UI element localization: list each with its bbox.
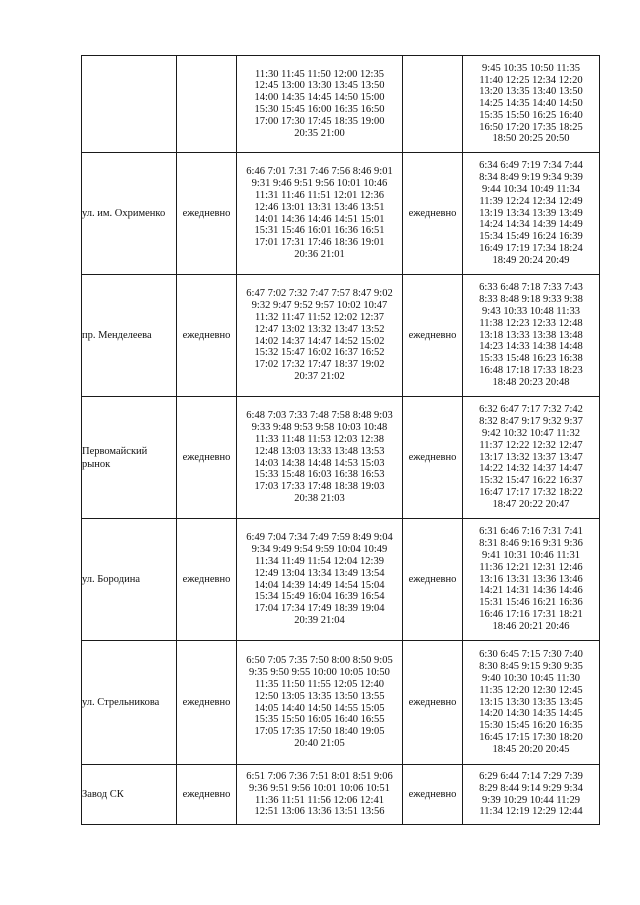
stop-name: ул. им. Охрименко xyxy=(82,153,177,275)
time-line: 15:34 15:49 16:24 16:39 xyxy=(479,231,583,243)
stop-name: Первомайский рынок xyxy=(82,397,177,519)
frequency-forward: ежедневно xyxy=(177,765,237,825)
time-line: 18:50 20:25 20:50 xyxy=(492,133,570,145)
time-line: 16:48 17:18 17:33 18:23 xyxy=(479,364,583,376)
time-line: 14:21 14:31 14:36 14:46 xyxy=(479,585,583,597)
time-line: 6:30 6:45 7:15 7:30 7:40 xyxy=(479,649,583,661)
times-return xyxy=(463,765,600,825)
times-forward xyxy=(237,153,403,275)
time-line: 11:35 11:50 11:55 12:05 12:40 xyxy=(255,678,384,690)
time-line: 15:35 15:50 16:25 16:40 xyxy=(479,109,583,121)
table-row xyxy=(82,56,600,153)
stop-name: ул. Бородина xyxy=(82,519,177,641)
stop-name xyxy=(82,56,177,153)
time-line: 8:30 8:45 9:15 9:30 9:35 xyxy=(479,661,583,673)
time-line: 20:38 21:03 xyxy=(294,492,345,504)
time-line: 9:41 10:31 10:46 11:31 xyxy=(482,550,580,561)
time-line: 14:01 14:36 14:46 14:51 15:01 xyxy=(254,213,385,225)
time-line: 14:24 14:34 14:39 14:49 xyxy=(479,219,583,231)
time-line: 17:03 17:33 17:48 18:38 19:03 xyxy=(254,481,385,493)
time-line: 6:33 6:48 7:18 7:33 7:43 xyxy=(479,282,583,294)
frequency-forward: ежедневно xyxy=(177,519,237,641)
time-line: 15:34 15:49 16:04 16:39 16:54 xyxy=(254,591,385,603)
frequency-return: ежедневно xyxy=(403,519,463,641)
time-line: 6:29 6:44 7:14 7:29 7:39 xyxy=(479,770,583,782)
time-line: 11:34 11:49 11:54 12:04 12:39 xyxy=(255,555,384,567)
table-row xyxy=(82,153,600,275)
time-line: 15:33 15:48 16:23 16:38 xyxy=(479,353,583,365)
time-line: 9:36 9:51 9:56 10:01 10:06 10:51 xyxy=(249,782,390,794)
time-line: 6:48 7:03 7:33 7:48 7:58 8:48 9:03 xyxy=(246,410,393,422)
time-line: 14:02 14:37 14:47 14:52 15:02 xyxy=(254,335,385,347)
time-line: 15:30 15:45 16:00 16:35 16:50 xyxy=(254,104,385,115)
time-line: 17:02 17:32 17:47 18:37 19:02 xyxy=(254,359,385,371)
time-line: 14:22 14:32 14:37 14:47 xyxy=(479,463,583,475)
time-line: 14:05 14:40 14:50 14:55 15:05 xyxy=(254,702,385,714)
time-line: 6:46 7:01 7:31 7:46 7:56 8:46 9:01 xyxy=(246,166,393,178)
time-line: 16:46 17:16 17:31 18:21 xyxy=(479,608,583,620)
time-line: 17:04 17:34 17:49 18:39 19:04 xyxy=(254,603,385,615)
time-line: 16:45 17:15 17:30 18:20 xyxy=(479,731,583,743)
times-forward xyxy=(237,641,403,765)
time-line: 15:35 15:50 16:05 16:40 16:55 xyxy=(254,714,385,726)
time-line: 6:49 7:04 7:34 7:49 7:59 8:49 9:04 xyxy=(246,532,393,544)
time-line: 8:31 8:46 9:16 9:31 9:36 xyxy=(479,538,583,550)
time-line: 9:39 10:29 10:44 11:29 xyxy=(482,794,580,806)
time-line: 15:31 15:46 16:21 16:36 xyxy=(479,597,583,609)
time-line: 11:36 12:21 12:31 12:46 xyxy=(479,561,583,573)
time-line: 17:05 17:35 17:50 18:40 19:05 xyxy=(254,726,385,738)
time-line: 20:40 21:05 xyxy=(294,737,345,749)
time-line: 9:32 9:47 9:52 9:57 10:02 10:47 xyxy=(251,300,388,312)
frequency-return xyxy=(403,56,463,153)
time-line: 17:00 17:30 17:45 18:35 19:00 xyxy=(254,115,385,127)
times-return xyxy=(463,56,600,153)
stop-name: Завод СК xyxy=(82,765,177,825)
time-line: 9:45 10:35 10:50 11:35 xyxy=(482,62,580,74)
table-row xyxy=(82,397,600,519)
time-line: 15:33 15:48 16:03 16:38 16:53 xyxy=(254,469,385,481)
time-line: 9:31 9:46 9:51 9:56 10:01 10:46 xyxy=(251,178,388,190)
time-line: 6:47 7:02 7:32 7:47 7:57 8:47 9:02 xyxy=(246,288,393,300)
time-line: 9:42 10:32 10:47 11:32 xyxy=(482,428,580,439)
time-line: 9:40 10:30 10:45 11:30 xyxy=(482,673,580,684)
time-line: 9:43 10:33 10:48 11:33 xyxy=(482,306,580,317)
time-line: 20:39 21:04 xyxy=(294,614,345,626)
time-line: 14:03 14:38 14:48 14:53 15:03 xyxy=(254,457,385,469)
times-return xyxy=(463,397,600,519)
frequency-forward: ежедневно xyxy=(177,397,237,519)
time-line: 11:35 12:20 12:30 12:45 xyxy=(479,684,583,696)
time-line: 8:32 8:47 9:17 9:32 9:37 xyxy=(479,416,583,428)
time-line: 11:32 11:47 11:52 12:02 12:37 xyxy=(255,311,384,323)
time-line: 12:50 13:05 13:35 13:50 13:55 xyxy=(254,690,385,702)
time-line: 9:44 10:34 10:49 11:34 xyxy=(482,184,580,195)
time-line: 16:47 17:17 17:32 18:22 xyxy=(479,486,583,498)
time-line: 18:47 20:22 20:47 xyxy=(492,498,570,510)
time-line: 6:32 6:47 7:17 7:32 7:42 xyxy=(479,404,583,416)
time-line: 9:33 9:48 9:53 9:58 10:03 10:48 xyxy=(251,422,388,434)
time-line: 20:35 21:00 xyxy=(294,127,345,139)
frequency-forward: ежедневно xyxy=(177,275,237,397)
time-line: 15:32 15:47 16:02 16:37 16:52 xyxy=(254,347,385,359)
time-line: 14:23 14:33 14:38 14:48 xyxy=(479,341,583,353)
time-line: 12:47 13:02 13:32 13:47 13:52 xyxy=(254,323,385,335)
frequency-return: ежедневно xyxy=(403,275,463,397)
time-line: 11:36 11:51 11:56 12:06 12:41 xyxy=(255,794,384,806)
time-line: 20:36 21:01 xyxy=(294,248,345,260)
time-line: 8:29 8:44 9:14 9:29 9:34 xyxy=(479,782,583,794)
time-line: 16:50 17:20 17:35 18:25 xyxy=(479,121,583,133)
times-forward xyxy=(237,275,403,397)
time-line: 6:31 6:46 7:16 7:31 7:41 xyxy=(479,526,583,538)
times-forward xyxy=(237,397,403,519)
time-line: 11:39 12:24 12:34 12:49 xyxy=(479,195,583,207)
time-line: 15:30 15:45 16:20 16:35 xyxy=(479,720,583,732)
times-forward xyxy=(237,519,403,641)
frequency-return: ежедневно xyxy=(403,765,463,825)
time-line: 9:34 9:49 9:54 9:59 10:04 10:49 xyxy=(251,544,388,556)
time-line: 14:04 14:39 14:49 14:54 15:04 xyxy=(254,579,385,591)
time-line: 11:37 12:22 12:32 12:47 xyxy=(479,439,583,451)
time-line: 12:51 13:06 13:36 13:51 13:56 xyxy=(254,806,385,818)
times-forward xyxy=(237,56,403,153)
frequency-return: ежедневно xyxy=(403,153,463,275)
stop-name: ул. Стрельникова xyxy=(82,641,177,765)
time-line: 6:50 7:05 7:35 7:50 8:00 8:50 9:05 xyxy=(246,655,393,667)
table-row xyxy=(82,765,600,825)
time-line: 15:32 15:47 16:22 16:37 xyxy=(479,475,583,487)
time-line: 18:49 20:24 20:49 xyxy=(492,254,570,266)
frequency-forward: ежедневно xyxy=(177,153,237,275)
time-line: 6:34 6:49 7:19 7:34 7:44 xyxy=(479,160,583,172)
frequency-return: ежедневно xyxy=(403,641,463,765)
frequency-forward: ежедневно xyxy=(177,641,237,765)
time-line: 12:45 13:00 13:30 13:45 13:50 xyxy=(254,80,385,92)
time-line: 11:38 12:23 12:33 12:48 xyxy=(479,317,583,329)
time-line: 12:46 13:01 13:31 13:46 13:51 xyxy=(254,201,385,213)
frequency-return: ежедневно xyxy=(403,397,463,519)
time-line: 12:48 13:03 13:33 13:48 13:53 xyxy=(254,445,385,457)
time-line: 17:01 17:31 17:46 18:36 19:01 xyxy=(254,237,385,249)
time-line: 13:16 13:31 13:36 13:46 xyxy=(479,573,583,585)
time-line: 14:00 14:35 14:45 14:50 15:00 xyxy=(254,92,385,104)
time-line: 11:33 11:48 11:53 12:03 12:38 xyxy=(255,433,384,445)
times-return xyxy=(463,519,600,641)
time-line: 12:49 13:04 13:34 13:49 13:54 xyxy=(254,567,385,579)
table-row xyxy=(82,641,600,765)
times-return xyxy=(463,275,600,397)
time-line: 14:25 14:35 14:40 14:50 xyxy=(479,98,583,110)
time-line: 11:30 11:45 11:50 12:00 12:35 xyxy=(255,68,384,80)
time-line: 14:20 14:30 14:35 14:45 xyxy=(479,708,583,720)
time-line: 13:18 13:33 13:38 13:48 xyxy=(479,329,583,341)
time-line: 20:37 21:02 xyxy=(294,370,345,382)
time-line: 13:15 13:30 13:35 13:45 xyxy=(479,696,583,708)
time-line: 13:20 13:35 13:40 13:50 xyxy=(479,86,583,98)
schedule-body xyxy=(82,56,600,825)
schedule-table xyxy=(81,55,600,825)
times-return xyxy=(463,641,600,765)
times-return xyxy=(463,153,600,275)
time-line: 6:51 7:06 7:36 7:51 8:01 8:51 9:06 xyxy=(246,770,393,782)
time-line: 15:31 15:46 16:01 16:36 16:51 xyxy=(254,225,385,237)
time-line: 16:49 17:19 17:34 18:24 xyxy=(479,242,583,254)
stop-name: пр. Менделеева xyxy=(82,275,177,397)
time-line: 13:19 13:34 13:39 13:49 xyxy=(479,207,583,219)
time-line: 11:31 11:46 11:51 12:01 12:36 xyxy=(255,189,384,201)
table-row xyxy=(82,519,600,641)
time-line: 11:34 12:19 12:29 12:44 xyxy=(479,806,583,818)
time-line: 8:34 8:49 9:19 9:34 9:39 xyxy=(479,172,583,184)
time-line: 11:40 12:25 12:34 12:20 xyxy=(479,74,583,86)
time-line: 18:46 20:21 20:46 xyxy=(492,620,570,632)
table-row xyxy=(82,275,600,397)
time-line: 18:45 20:20 20:45 xyxy=(492,743,570,755)
time-line: 18:48 20:23 20:48 xyxy=(492,376,570,388)
time-line: 9:35 9:50 9:55 10:00 10:05 10:50 xyxy=(249,667,390,679)
frequency-forward xyxy=(177,56,237,153)
time-line: 13:17 13:32 13:37 13:47 xyxy=(479,451,583,463)
times-forward xyxy=(237,765,403,825)
time-line: 8:33 8:48 9:18 9:33 9:38 xyxy=(479,294,583,306)
